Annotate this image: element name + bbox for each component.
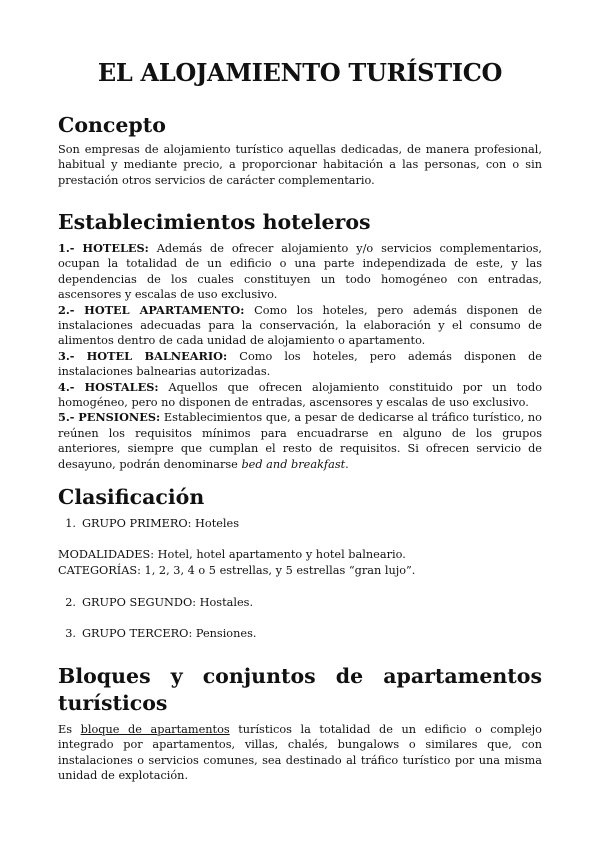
item-number: 4.-	[58, 379, 75, 394]
item-number: 5.-	[58, 410, 75, 425]
concepto-paragraph: Son empresas de alojamiento turístico aquellas dedicadas, de manera profesional, habitual y mediante precio, a proporcionar habitación a las personas, con o sin prestación otros servicios de carácter complementario.	[58, 143, 542, 187]
heading-bloques-line2: turísticos	[58, 691, 168, 715]
bloques-text-start: Es	[58, 723, 81, 736]
list-item	[58, 349, 542, 380]
item-title: HOTELES:	[82, 241, 149, 255]
bloques-text-rest: turísticos la totalidad de un edificio o complejo integrado por apartamentos, villas, chalés, bungalows o similares que, con instalaciones o servicios comunes, sea destinado al tráfico turístico por una misma unidad de explotación.	[58, 723, 542, 783]
item-title: HOSTALES:	[84, 379, 159, 394]
list-item	[58, 410, 542, 472]
item-number: 3.-	[58, 348, 75, 363]
item-title: HOTEL BALNEARIO:	[86, 348, 228, 363]
item-title: HOTEL APARTAMENTO:	[84, 302, 245, 317]
list-number: 2.	[65, 596, 76, 609]
item-text: Establecimientos que, a pesar de dedicarse al tráfico turístico, no reúnen los requisitos mínimos para encuadrarse en alguno de los grupos anteriores, siempre que cumplan el resto de requisitos. Si ofrecen servicio de desayuno, podrán denominarse	[58, 411, 542, 471]
list-item	[58, 303, 542, 349]
list-number: 1.	[65, 517, 76, 530]
item-text: Además de ofrecer alojamiento y/o servicios complementarios, ocupan la totalidad de un edificio o una parte independizada de este, y las dependencias de los cuales constituyen un todo homogéneo con entradas, ascensores y escalas de uso exclusivo.	[58, 242, 543, 302]
modalidades-line: MODALIDADES: Hotel, hotel apartamento y hotel balneario.	[58, 548, 406, 561]
item-italic-text: bed and breakfast	[241, 457, 346, 471]
list-item-group3	[58, 626, 542, 641]
item-number: 2.-	[58, 302, 75, 317]
item-text: Como los hoteles, pero además disponen de instalaciones balnearias autorizadas.	[58, 349, 542, 379]
establecimientos-list	[58, 241, 542, 472]
list-item-group2	[58, 595, 542, 610]
list-label: GRUPO TERCERO: Pensiones.	[82, 627, 257, 640]
bloques-link[interactable]: bloque de apartamentos	[80, 723, 230, 736]
list-label: GRUPO SEGUNDO: Hostales.	[82, 596, 254, 609]
list-number: 3.	[65, 627, 76, 640]
heading-establecimientos: Establecimientos hoteleros	[58, 210, 371, 234]
item-text: Aquellos que ofrecen alojamiento constituido por un todo homogéneo, pero no disponen de entradas, ascensores y escalas de uso exclusivo.	[58, 380, 543, 410]
item-text: Como los hoteles, pero además disponen de instalaciones adecuadas para la conservación, la elaboración y el consumo de alimentos dentro de cada unidad de alojamiento o apartamento.	[58, 303, 542, 348]
heading-clasificacion: Clasificación	[58, 485, 205, 509]
list-item-group1	[58, 516, 542, 531]
list-label: GRUPO PRIMERO: Hoteles	[82, 517, 240, 530]
heading-bloques-line1: Bloques y conjuntos de apartamentos	[58, 664, 542, 688]
document-title: EL ALOJAMIENTO TURÍSTICO	[97, 58, 503, 87]
list-item	[58, 380, 542, 411]
item-number: 1.-	[58, 241, 75, 255]
heading-concepto: Concepto	[58, 113, 166, 137]
categorias-line: CATEGORÍAS: 1, 2, 3, 4 o 5 estrellas, y 5 estrellas “gran lujo”.	[58, 564, 416, 577]
item-end: .	[345, 457, 349, 471]
bloques-paragraph	[58, 722, 542, 784]
list-item	[58, 241, 542, 303]
item-title: PENSIONES:	[78, 410, 161, 425]
